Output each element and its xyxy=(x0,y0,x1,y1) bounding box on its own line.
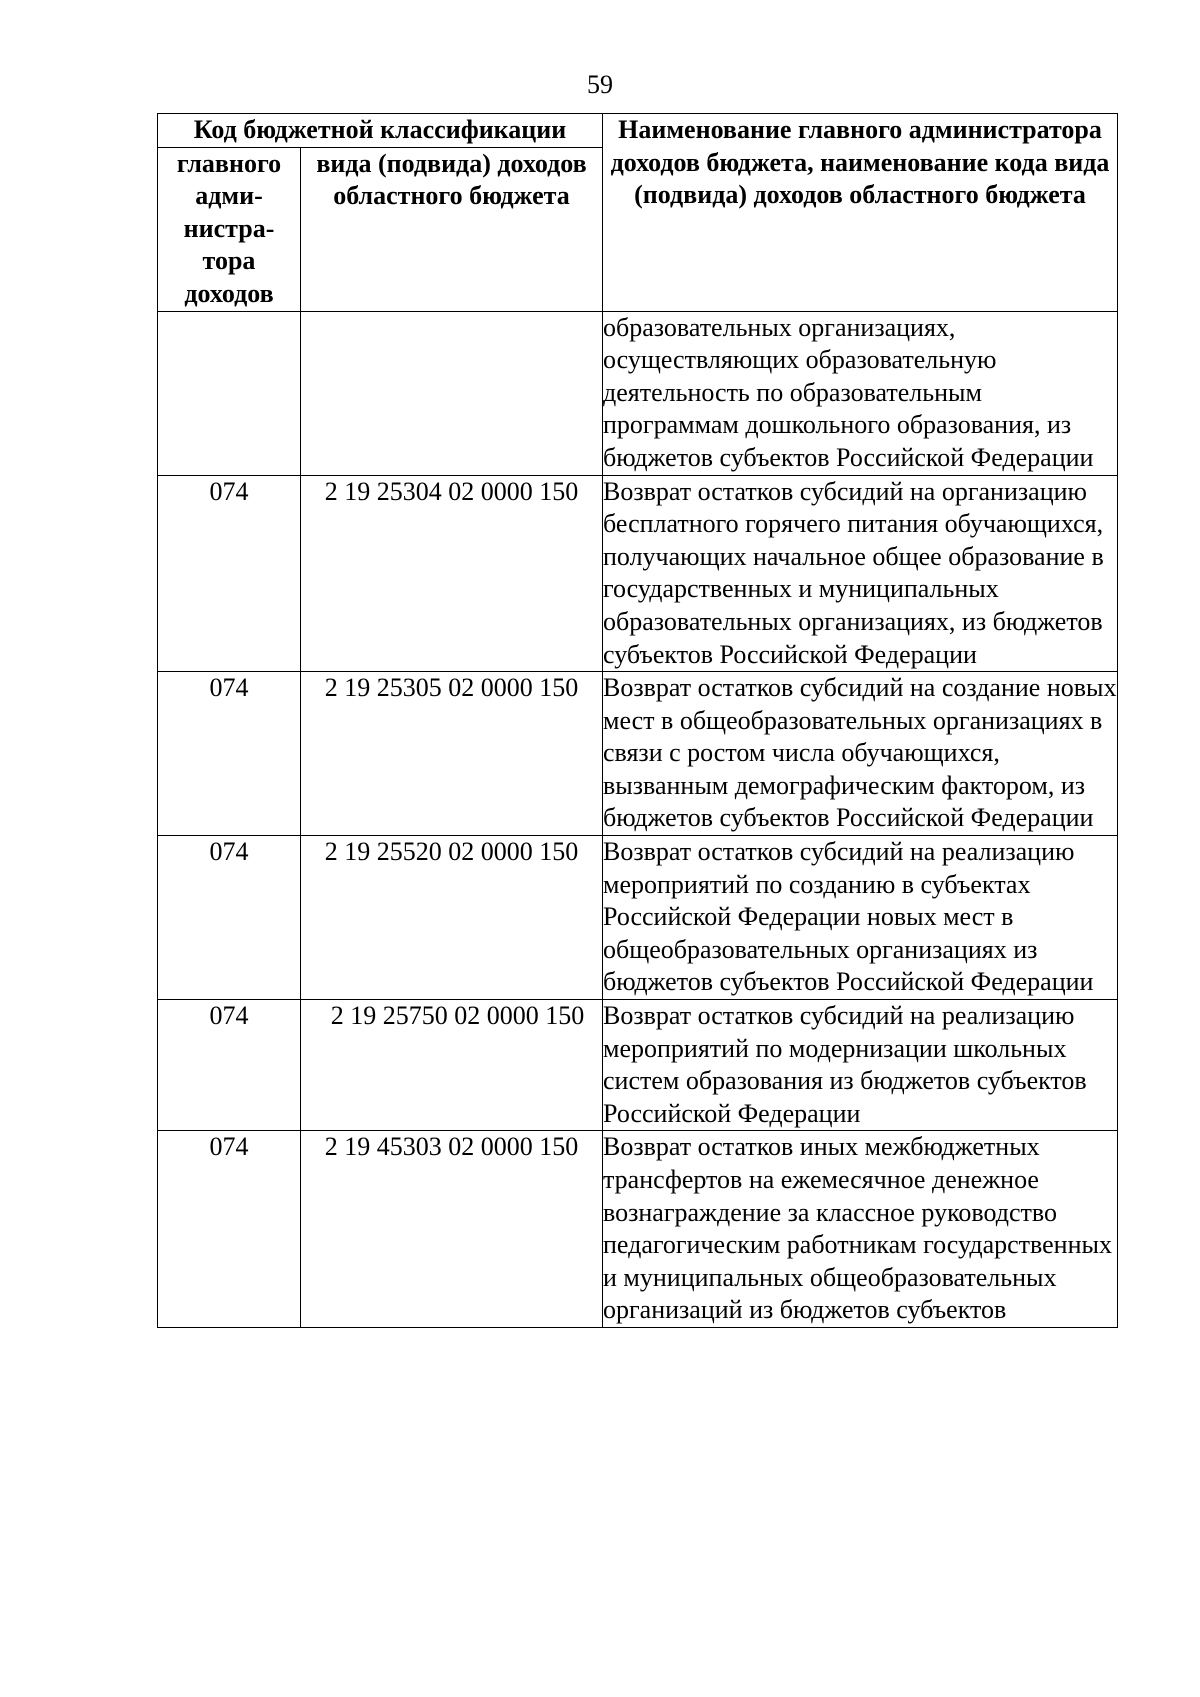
header-chief-administrator: главного адми-нистра-тора доходов xyxy=(158,147,301,311)
table-body xyxy=(158,311,1118,1327)
income-code-cell: 2 19 25305 02 0000 150 xyxy=(301,672,603,836)
table-row xyxy=(158,836,1118,1000)
income-name-cell: Возврат остатков субсидий на организацию бесплатного горячего питания обучающихся, получающих начальное общее образование в государственных и муниципальных образовательных организациях, из бюджетов субъектов Российской Федерации xyxy=(603,475,1118,672)
admin-code-cell: 074 xyxy=(158,1000,301,1131)
income-code-cell: 2 19 45303 02 0000 150 xyxy=(301,1131,603,1328)
income-name-cell: Возврат остатков иных межбюджетных трансфертов на ежемесячное денежное вознаграждение за классное руководство педагогическим работникам государственных и муниципальных общеобразовательных организаций из бюджетов субъектов xyxy=(603,1131,1118,1328)
header-row-group xyxy=(158,114,1118,148)
budget-classification-table xyxy=(157,113,1118,1328)
income-name-cell: Возврат остатков субсидий на реализацию мероприятий по модернизации школьных систем образования из бюджетов субъектов Российской Федерации xyxy=(603,1000,1118,1131)
table-row xyxy=(158,311,1118,475)
admin-code-cell: 074 xyxy=(158,1131,301,1328)
table-row xyxy=(158,475,1118,672)
income-code-cell: 2 19 25520 02 0000 150 xyxy=(301,836,603,1000)
income-code-cell: 2 19 25750 02 0000 150 xyxy=(301,1000,603,1131)
table-row xyxy=(158,1131,1118,1328)
income-code-cell: 2 19 25304 02 0000 150 xyxy=(301,475,603,672)
header-budget-classification-code: Код бюджетной классификации xyxy=(158,114,603,148)
income-code-cell xyxy=(301,311,603,475)
table-row xyxy=(158,672,1118,836)
income-name-cell: образовательных организациях, осуществляющих образовательную деятельность по образовательным программам дошкольного образования, из бюджетов субъектов Российской Федерации xyxy=(603,311,1118,475)
header-income-kind: вида (подвида) доходов областного бюджета xyxy=(301,147,603,311)
header-name: Наименование главного администратора доходов бюджета, наименование кода вида (подвида) доходов областного бюджета xyxy=(603,114,1118,312)
table-row xyxy=(158,1000,1118,1131)
table-header xyxy=(158,114,1118,312)
admin-code-cell: 074 xyxy=(158,475,301,672)
income-name-cell: Возврат остатков субсидий на создание новых мест в общеобразовательных организациях в связи с ростом числа обучающихся, вызванным демографическим фактором, из бюджетов субъектов Российской Федерации xyxy=(603,672,1118,836)
admin-code-cell: 074 xyxy=(158,672,301,836)
admin-code-cell xyxy=(158,311,301,475)
income-name-cell: Возврат остатков субсидий на реализацию мероприятий по созданию в субъектах Российской Федерации новых мест в общеобразовательных организациях из бюджетов субъектов Российской Федерации xyxy=(603,836,1118,1000)
page-number: 59 xyxy=(587,70,613,99)
admin-code-cell: 074 xyxy=(158,836,301,1000)
